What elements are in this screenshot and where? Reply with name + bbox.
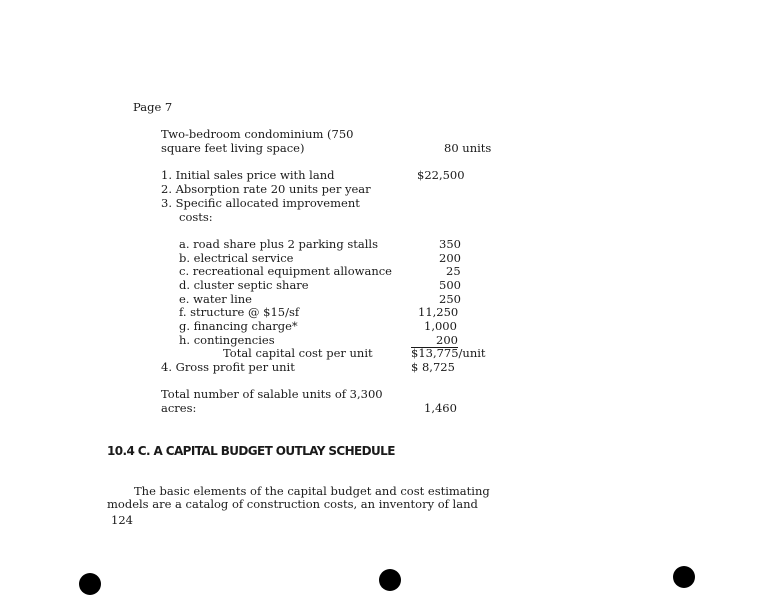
cost-h-value: 200 (411, 333, 458, 348)
unit-quantity: 80 units (444, 141, 492, 155)
item-1-value: $22,500 (417, 168, 465, 182)
cost-g-label: g. financing charge* (179, 319, 298, 333)
page-number: 124 (111, 513, 133, 527)
total-capital-value: $13,775/unit (411, 346, 486, 360)
item-3-label-cont: costs: (179, 210, 213, 224)
cost-h-label: h. contingencies (179, 333, 275, 347)
cost-a-label: a. road share plus 2 parking stalls (179, 237, 378, 251)
total-capital-label: Total capital cost per unit (223, 346, 373, 360)
cost-a-value: 350 (439, 237, 461, 251)
unit-type-line2: square feet living space) (161, 141, 305, 155)
binder-hole-right (673, 566, 695, 588)
cost-f-value: 11,250 (418, 305, 459, 319)
cost-e-value: 250 (439, 292, 461, 306)
cost-f-label: f. structure @ $15/sf (179, 305, 300, 319)
item-1-label: 1. Initial sales price with land (161, 168, 335, 182)
cost-b-label: b. electrical service (179, 251, 294, 265)
item-3-label: 3. Specific allocated improvement (161, 196, 360, 210)
unit-type-line1: Two-bedroom condominium (750 (161, 127, 354, 141)
cost-d-label: d. cluster septic share (179, 278, 309, 292)
section-heading: 10.4 C. A CAPITAL BUDGET OUTLAY SCHEDULE (107, 444, 395, 458)
cost-d-value: 500 (439, 278, 461, 292)
cost-e-label: e. water line (179, 292, 252, 306)
binder-hole-center (379, 569, 401, 591)
body-text-line2: models are a catalog of construction costs, an inventory of land (107, 497, 478, 511)
gross-profit-value: $ 8,725 (411, 360, 455, 374)
cost-c-value: 25 (446, 264, 461, 278)
body-text-line1: The basic elements of the capital budget and cost estimating (134, 484, 490, 498)
page-label: Page 7 (133, 100, 173, 114)
salable-line2: acres: (161, 401, 197, 415)
salable-value: 1,460 (424, 401, 457, 415)
item-2-label: 2. Absorption rate 20 units per year (161, 182, 371, 196)
binder-hole-left (79, 573, 101, 595)
gross-profit-label: 4. Gross profit per unit (161, 360, 295, 374)
salable-line1: Total number of salable units of 3,300 (161, 387, 383, 401)
cost-g-value: 1,000 (424, 319, 457, 333)
cost-b-value: 200 (439, 251, 461, 265)
cost-c-label: c. recreational equipment allowance (179, 264, 392, 278)
